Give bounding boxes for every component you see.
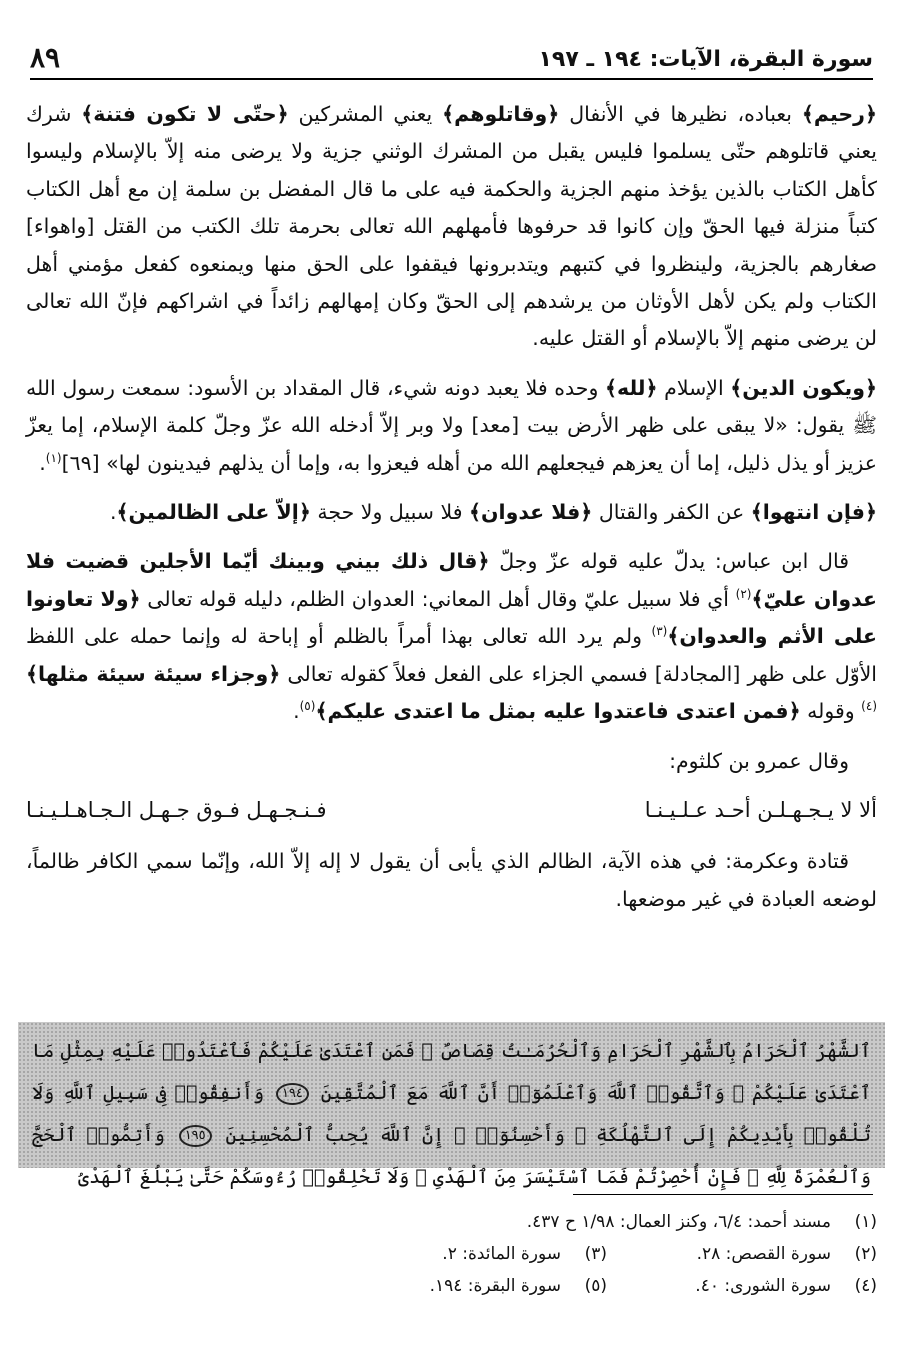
quran-quote: ﴿قال ذلك بيني وبينك أيّما الأجلين قضيت فلا عدوان عليّ﴾ [26, 549, 877, 611]
footnote-separator [573, 1194, 873, 1195]
footnote-item [442, 1238, 607, 1270]
quran-quote: ﴿إلاّ على الظالمين﴾ [116, 500, 311, 525]
footnote-item [607, 1238, 877, 1270]
footnote-ref: (٤) [861, 699, 877, 714]
ayah-number-marker: ١٩٤ [276, 1083, 309, 1105]
commentary-text: قال ابن عباس: يدلّ عليه قوله عزّ وجلّ [489, 549, 849, 574]
paragraph-p4 [26, 543, 877, 730]
poetry-verse [26, 792, 877, 829]
commentary-text: وقال عمرو بن كلثوم: [669, 748, 849, 773]
quran-quote: ﴿حتّى لا تكون فتنة﴾ [81, 102, 289, 126]
footnote-text: مسند أحمد: ٦/٤، وكنز العمال: ١/٩٨ ح ٤٣٧. [526, 1212, 831, 1232]
commentary-text: وحده فلا يعبد دونه شيء، قال المقداد بن الأسود: سمعت رسول الله ﷺ يقول: «لا يبقى على ظهر الأرض بيت [معد] ولا وبر إلاّ أدخله الله عزّ وجلّ كلمة الإسلام، إما يعزّ عزيز أو يذل ذليل، إما أن يعزهم فيجعلهم الله من أهله فيعزوا به، وإما أن يذلهم فيدينون لها» [٦٩] [26, 375, 877, 475]
footnote-ref: (٣) [651, 624, 668, 639]
footnote-text: سورة البقرة: ١٩٤. [429, 1276, 561, 1296]
commentary-text: وقوله [800, 699, 862, 724]
ayah-number-marker: ١٩٥ [179, 1125, 212, 1147]
quran-text-196: وَأَتِمُّوا۟ ٱلْحَجَّ وَٱلْعُمْرَةَ لِلَّهِ ۚ فَإِنْ أُحْصِرْتُمْ فَمَا ٱسْتَيْسَرَ مِنَ ٱلْهَدْىِ ۖ وَلَا تَحْلِقُوا۟ رُءُوسَكُمْ حَتَّىٰ يَبْلُغَ ٱلْهَدْىُ [32, 1124, 871, 1188]
footnote-text: سورة المائدة: ٢. [442, 1244, 561, 1264]
commentary-paragraphs [26, 96, 877, 780]
footnote-number: (٣) [584, 1244, 607, 1264]
quran-quote: ﴿فإن انتهوا﴾ [750, 500, 877, 525]
paragraph-p1 [26, 96, 877, 358]
quran-quote: ﴿ولا تعاونوا على الأثم والعدوان﴾ [26, 586, 877, 649]
quran-quote: ﴿فمن اعتدى فاعتدوا عليه بمثل ما اعتدى عليكم﴾ [315, 699, 801, 724]
footnote-number: (٤) [854, 1276, 877, 1296]
commentary-text: . [109, 500, 117, 525]
commentary-text: ولم يرد الله تعالى بهذا أمراً بالظلم أو إباحة له وإنما حمله على اللفظ الأوّل على ظهر [المجادلة] فسمي الجزاء على الفعل فعلاً كقوله تعالى [26, 624, 878, 686]
commentary-text: . [39, 450, 46, 475]
quran-text-194: ٱلشَّهْرُ ٱلْحَرَامُ بِٱلشَّهْرِ ٱلْحَرَامِ وَٱلْحُرُمَـٰتُ قِصَاصٌ ۚ فَمَنِ ٱعْتَدَىٰ عَلَيْكُمْ فَٱعْتَدُوا۟ عَلَيْهِ بِمِثْلِ مَا ٱعْتَدَىٰ عَلَيْكُمْ ۚ وَٱتَّقُوا۟ ٱللَّهَ وَٱعْلَمُوٓا۟ أَنَّ ٱللَّهَ مَعَ ٱلْمُتَّقِينَ [32, 1040, 871, 1104]
quran-verses-box [18, 1022, 885, 1188]
footnote-number: (١) [854, 1212, 877, 1232]
footnote-row [30, 1270, 877, 1302]
quran-quote: ﴿وقاتلوهم﴾ [442, 102, 560, 126]
paragraph-p3 [26, 494, 877, 531]
commentary-text: بعباده، نظيرها في الأنفال [559, 102, 802, 126]
footnote-ref: (٢) [735, 587, 752, 602]
commentary-text: يعني المشركين [288, 102, 443, 126]
quran-quote: ﴿ويكون الدين﴾ [730, 375, 877, 400]
footnote-ref: (٥) [299, 699, 316, 714]
footnote-number: (٢) [854, 1244, 877, 1264]
commentary-text: الإسلام [657, 375, 731, 400]
quran-quote: ﴿لله﴾ [605, 375, 658, 400]
paragraph-p2 [26, 370, 877, 482]
quran-quote: ﴿وجزاء سيئة سيئة مثلها﴾ [26, 661, 281, 686]
main-text [26, 96, 877, 930]
paragraph-qatada: قتادة وعكرمة: في هذه الآية، الظالم الذي يأبى أن يقول لا إله إلاّ الله، وإنّما سمي الكافر ظالماً، لوضعه العبادة في غير موضعها. [26, 849, 877, 911]
commentary-text: فلا سبيل ولا حجة [310, 500, 470, 525]
commentary-text: . [293, 699, 300, 724]
quran-text-195: وَأَنفِقُوا۟ فِى سَبِيلِ ٱللَّهِ وَلَا تُلْقُوا۟ بِأَيْدِيكُمْ إِلَى ٱلتَّهْلُكَةِ ۛ وَأَحْسِنُوٓا۟ ۛ إِنَّ ٱللَّهَ يُحِبُّ ٱلْمُحْسِنِينَ [32, 1082, 871, 1146]
footnote-item [607, 1270, 877, 1302]
quran-quote: ﴿فلا عدوان﴾ [469, 500, 593, 525]
footnote-text: سورة الشورى: ٤٠. [695, 1276, 831, 1296]
running-head: سورة البقرة، الآيات: ١٩٤ ـ ١٩٧ [538, 47, 873, 72]
footnotes [30, 1206, 877, 1302]
footnote-number: (٥) [584, 1276, 607, 1296]
commentary-text: شرك يعني قاتلوهم حتّى يسلموا فليس يقبل من المشرك الوثني جزية ولا يرضى منه إلاّ بالإسلام وليسوا كأهل الكتاب بالذين يؤخذ منهم الجزية والحكمة فيه على ما قال المفضل بن سلمة إن مع أهل الكتاب كتباً منزلة فيها الحقّ وإن كانوا قد حرفوها فأمهلهم الله تعالى بحرمة تلك الكتب من القتل [واهواء] صغارهم بالجزية، ولينظروا في كتبهم ويتدبرونها فيقفوا على الحق منها ويمنعوه كفعل مؤمني أهل الكتاب ولم يكن لأهل الأوثان من يرشدهم إلى الحقّ وكان إمهالهم زائداً في اشراكهم فإنّ الله تعالى لن يرضى منهم إلاّ بالإسلام أو القتل عليه. [26, 102, 877, 351]
footnote-text: سورة القصص: ٢٨. [696, 1244, 831, 1264]
quran-quote: ﴿رحيم﴾ [801, 102, 877, 126]
commentary-text: أي فلا سبيل عليّ وقال أهل المعاني: العدوان الظلم، دليله قوله تعالى [140, 586, 736, 611]
page-header [30, 32, 873, 80]
verse-first-hemistich: ألا لا يـجـهـلـن أحـد عـلـيـنـا [644, 797, 877, 822]
commentary-text: عن الكفر والقتال [592, 500, 751, 525]
footnote-item [430, 1270, 607, 1302]
footnote-item [30, 1206, 877, 1238]
footnote-ref: (١) [45, 450, 62, 465]
verse-second-hemistich: فـنـجـهـل فـوق جـهـل الـجـاهـلـيـنـا [26, 797, 327, 822]
footnote-row [30, 1238, 877, 1270]
paragraph-p5 [26, 743, 877, 780]
page-number: ٨٩ [30, 41, 61, 74]
